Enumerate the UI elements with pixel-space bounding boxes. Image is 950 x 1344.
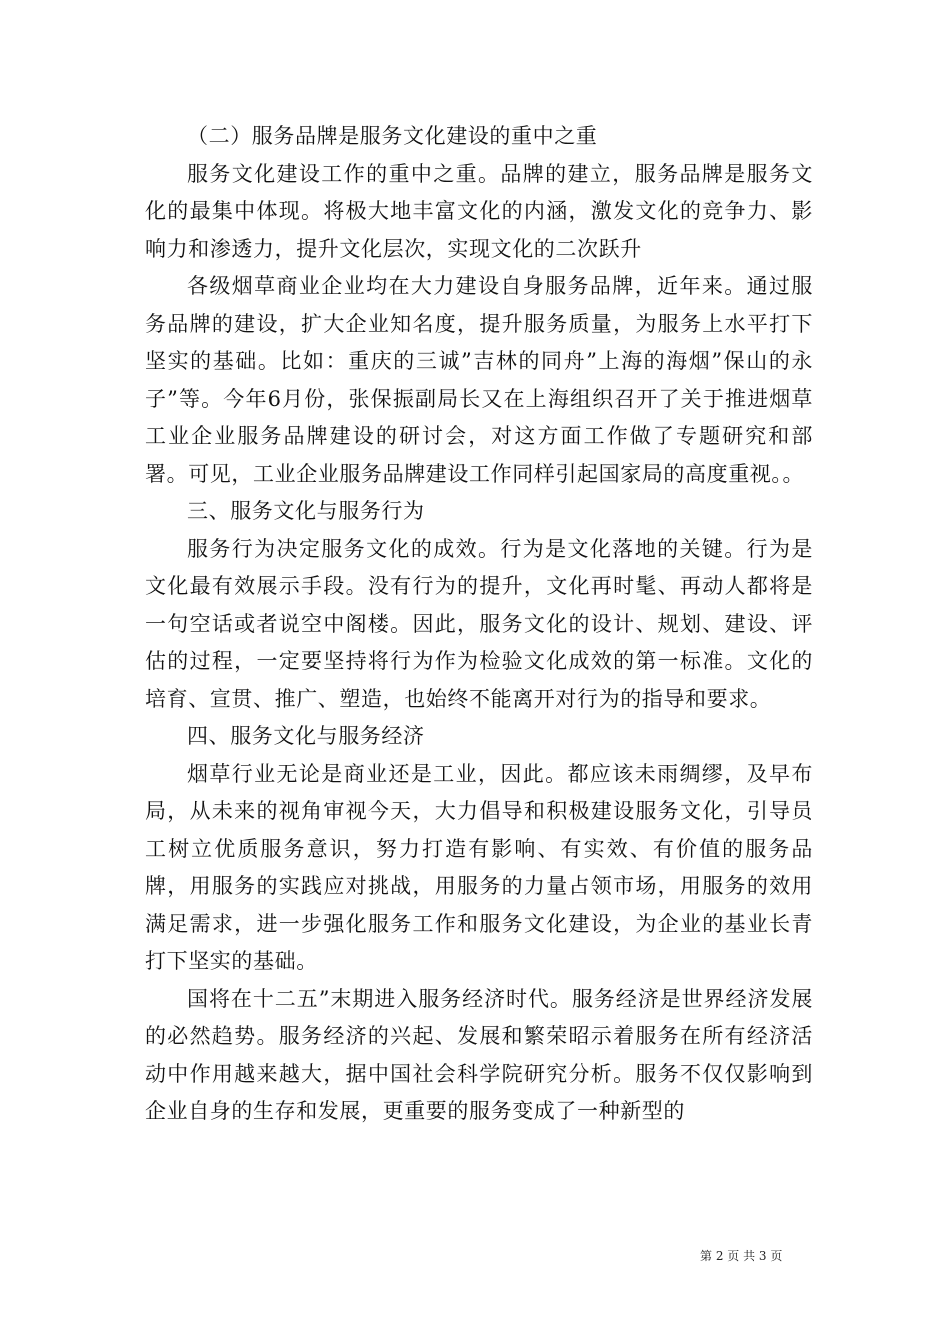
- paragraph-brand-examples: 各级烟草商业企业均在大力建设自身服务品牌，近年来。通过服务品牌的建设，扩大企业知名度，提升服务质量，为服务上水平打下坚实的基础。比如：重庆的三诚”吉林的同舟”上海的海烟”保山的永子”等。今年6月份，张保振副局长又在上海组织召开了关于推进烟草工业企业服务品牌建设的研讨会，对这方面工作做了专题研究和部署。可见，工业企业服务品牌建设工作同样引起国家局的高度重视。。: [145, 274, 813, 486]
- paragraph-industry-planning: 烟草行业无论是商业还是工业，因此。都应该未雨绸缪，及早布局，从未来的视角审视今天，大力倡导和积极建设服务文化，引导员工树立优质服务意识，努力打造有影响、有实效、有价值的服务品牌，用服务的实践应对挑战，用服务的力量占领市场，用服务的效用满足需求，进一步强化服务工作和服务文化建设，为企业的基业长青打下坚实的基础。: [145, 761, 813, 973]
- section-heading-brand: （二）服务品牌是服务文化建设的重中之重: [187, 124, 598, 148]
- document-body: [145, 118, 813, 1131]
- page-number: 第 2 页 共 3 页: [700, 1249, 783, 1263]
- section-heading-economy: 四、服务文化与服务经济: [187, 724, 425, 748]
- section-heading-behavior: 三、服务文化与服务行为: [187, 499, 425, 523]
- paragraph-service-economy: 国将在十二五”末期进入服务经济时代。服务经济是世界经济发展的必然趋势。服务经济的兴起、发展和繁荣昭示着服务在所有经济活动中作用越来越大，据中国社会科学院研究分析。服务不仅仅影响到企业自身的生存和发展，更重要的服务变成了一种新型的: [145, 986, 813, 1123]
- paragraph-brand-importance: 服务文化建设工作的重中之重。品牌的建立，服务品牌是服务文化的最集中体现。将极大地丰富文化的内涵，激发文化的竞争力、影响力和渗透力，提升文化层次，实现文化的二次跃升: [145, 161, 813, 261]
- paragraph-behavior: 服务行为决定服务文化的成效。行为是文化落地的关键。行为是文化最有效展示手段。没有行为的提升，文化再时髦、再动人都将是一句空话或者说空中阁楼。因此，服务文化的设计、规划、建设、评估的过程，一定要坚持将行为作为检验文化成效的第一标准。文化的培育、宣贯、推广、塑造，也始终不能离开对行为的指导和要求。: [145, 536, 813, 711]
